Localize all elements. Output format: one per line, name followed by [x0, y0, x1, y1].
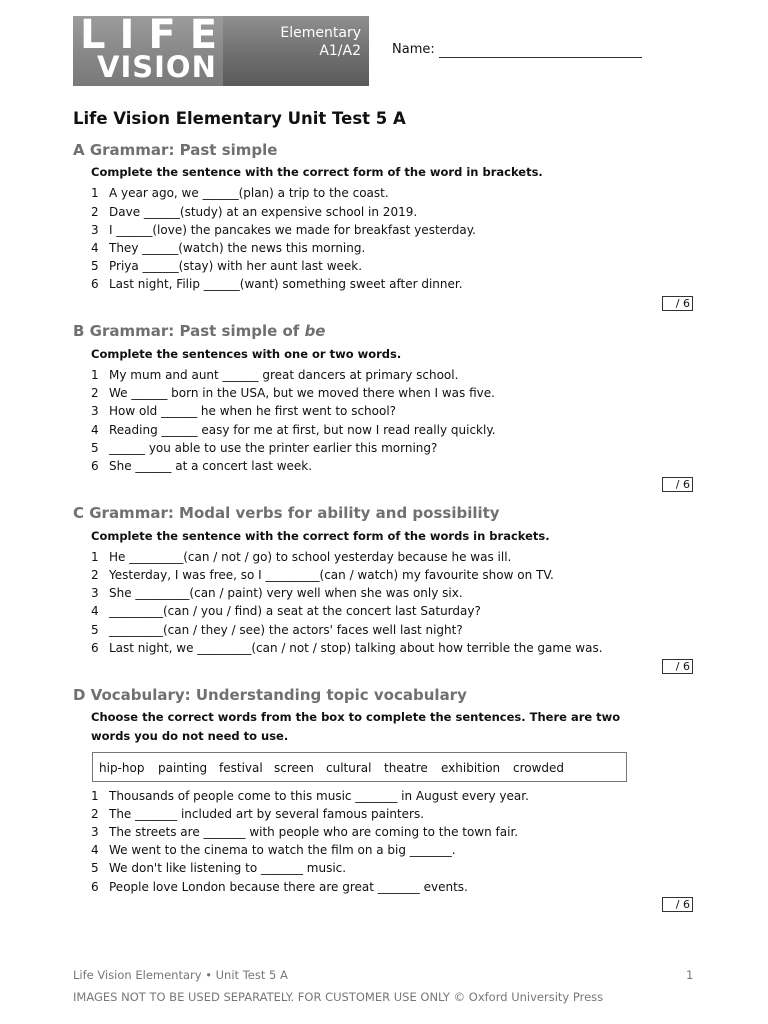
page-number: 1: [686, 968, 694, 982]
level-code: A1/A2: [319, 43, 361, 59]
section-a-title: A Grammar: Past simple: [73, 141, 278, 159]
page-title: Life Vision Elementary Unit Test 5 A: [73, 109, 406, 128]
section-c-item: 4 _________(can / you / find) a seat at the concert last Saturday?: [91, 604, 481, 618]
section-b-item: 2 We ______ born in the USA, but we moved there when I was five.: [91, 386, 495, 400]
logo-life-text: LIFE: [80, 12, 232, 58]
word-box-word: cultural: [326, 761, 372, 775]
footer-copyright: IMAGES NOT TO BE USED SEPARATELY. FOR CUSTOMER USE ONLY © Oxford University Press: [73, 990, 604, 1004]
section-b-item: 5 ______ you able to use the printer earlier this morning?: [91, 441, 438, 455]
word-box-word: theatre: [384, 761, 428, 775]
section-a-item: 5 Priya ______(stay) with her aunt last week.: [91, 259, 363, 273]
word-box-word: festival: [219, 761, 263, 775]
section-d-title: D Vocabulary: Understanding topic vocabulary: [73, 686, 467, 704]
word-box-word: screen: [274, 761, 314, 775]
section-a-item: 1 A year ago, we ______(plan) a trip to the coast.: [91, 186, 389, 200]
section-d-item: 1 Thousands of people come to this music _______ in August every year.: [91, 789, 529, 803]
section-d-score-box: / 6: [662, 897, 693, 912]
section-b-instruction: Complete the sentences with one or two words.: [91, 347, 402, 361]
section-a-score-box: / 6: [662, 296, 693, 311]
logo-vision-text: VISION: [97, 50, 217, 84]
word-box-word: crowded: [513, 761, 565, 775]
section-c-item: 5 _________(can / they / see) the actors' faces well last night?: [91, 623, 463, 637]
section-c-score-box: / 6: [662, 659, 693, 674]
section-c-item: 3 She _________(can / paint) very well when she was only six.: [91, 586, 463, 600]
section-d-instruction: Choose the correct words from the box to complete the sentences. There are two words you do not need to use.: [91, 710, 621, 743]
section-a-item: 3 I ______(love) the pancakes we made for breakfast yesterday.: [91, 223, 476, 237]
level-label: Elementary: [280, 25, 361, 41]
section-a-item: 2 Dave ______(study) at an expensive school in 2019.: [91, 205, 418, 219]
section-b-item: 3 How old ______ he when he first went to school?: [91, 404, 397, 418]
section-d-item: 5 We don't like listening to _______ music.: [91, 861, 347, 875]
section-a-item: 6 Last night, Filip ______(want) something sweet after dinner.: [91, 277, 463, 291]
section-b-title: B Grammar: Past simple of be: [73, 322, 326, 340]
section-c-item: 6 Last night, we _________(can / not / stop) talking about how terrible the game was.: [91, 641, 603, 655]
section-b-item: 6 She ______ at a concert last week.: [91, 459, 313, 473]
section-c-item: 1 He _________(can / not / go) to school yesterday because he was ill.: [91, 550, 512, 564]
section-b-item: 1 My mum and aunt ______ great dancers at primary school.: [91, 368, 459, 382]
section-d-item: 4 We went to the cinema to watch the film on a big _______.: [91, 843, 456, 857]
word-box-word: hip-hop: [99, 761, 145, 775]
word-box-word: exhibition: [441, 761, 501, 775]
section-b-item: 4 Reading ______ easy for me at first, but now I read really quickly.: [91, 423, 496, 437]
word-box: [92, 752, 627, 782]
word-box-word: painting: [158, 761, 208, 775]
header-banner: [73, 12, 369, 86]
section-a-item: 4 They ______(watch) the news this morning.: [91, 241, 366, 255]
section-c-instruction: Complete the sentence with the correct form of the words in brackets.: [91, 529, 550, 543]
footer-title: Life Vision Elementary • Unit Test 5 A: [73, 968, 288, 982]
section-d-item: 3 The streets are _______ with people who are coming to the town fair.: [91, 825, 519, 839]
section-d-item: 6 People love London because there are great _______ events.: [91, 880, 468, 894]
name-field[interactable]: [439, 57, 642, 58]
section-c-item: 2 Yesterday, I was free, so I _________(can / watch) my favourite show on TV.: [91, 568, 554, 582]
section-d-item: 2 The _______ included art by several famous painters.: [91, 807, 425, 821]
name-label: Name:: [392, 42, 435, 57]
section-c-title: C Grammar: Modal verbs for ability and possibility: [73, 504, 500, 522]
section-a-instruction: Complete the sentence with the correct form of the word in brackets.: [91, 165, 543, 179]
section-b-score-box: / 6: [662, 477, 693, 492]
